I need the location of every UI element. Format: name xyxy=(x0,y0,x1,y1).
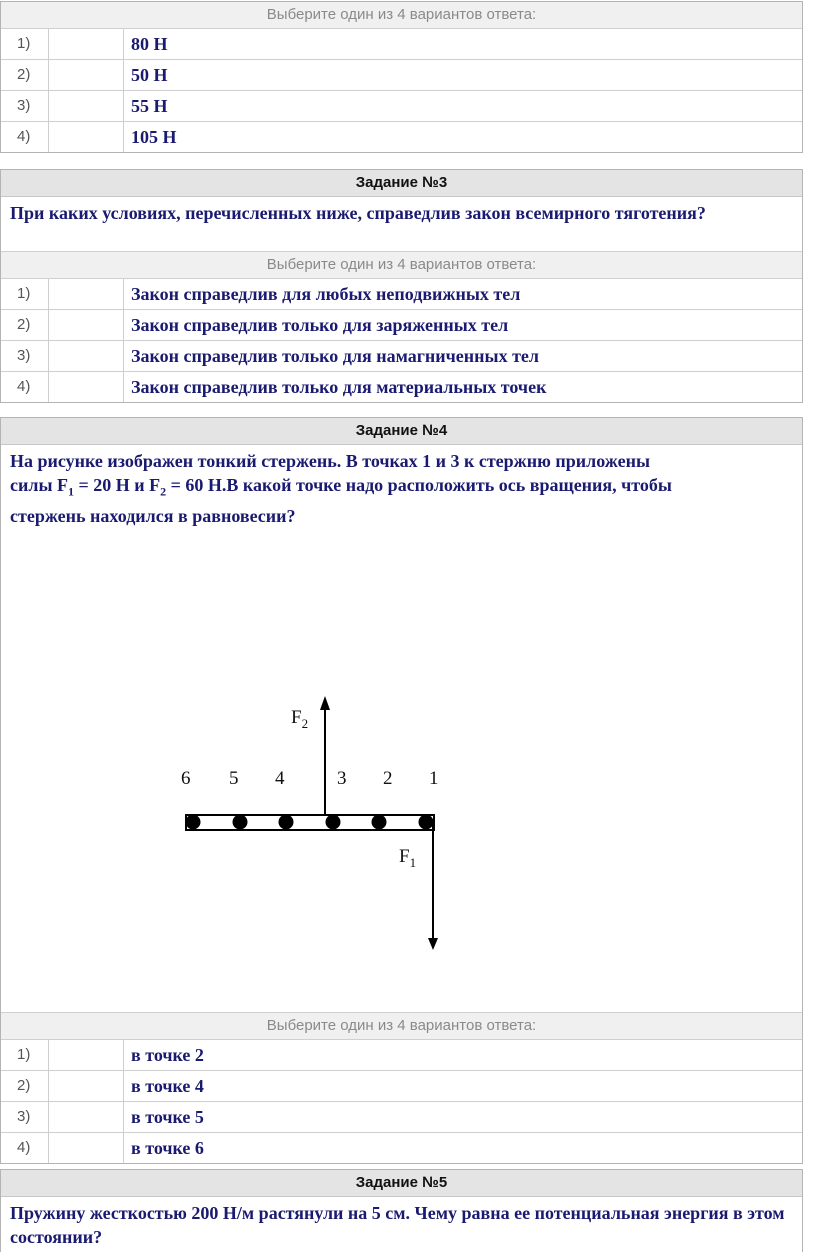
task4-block xyxy=(0,417,803,1164)
question-fragment: силы F xyxy=(10,475,69,495)
choose-prompt: Выберите один из 4 вариантов ответа: xyxy=(1,251,802,279)
option-text: Закон справедлив только для заряженных тел xyxy=(131,315,509,335)
force-f2-arrowhead xyxy=(320,696,330,710)
answer-selector[interactable] xyxy=(49,1040,124,1070)
option-number: 1) xyxy=(1,29,49,59)
subscript: 1 xyxy=(68,484,75,499)
option-text: в точке 4 xyxy=(131,1075,204,1096)
option-number: 3) xyxy=(1,91,49,121)
option-number: 2) xyxy=(1,1071,49,1101)
answer-option[interactable] xyxy=(1,59,802,90)
answer-selector[interactable] xyxy=(49,372,124,402)
rod-point-1 xyxy=(419,814,434,829)
rod-point-6 xyxy=(186,814,201,829)
answer-option[interactable] xyxy=(1,340,802,371)
answer-option[interactable] xyxy=(1,371,802,402)
answer-selector[interactable] xyxy=(49,310,124,340)
option-number: 3) xyxy=(1,1102,49,1132)
answer-selector[interactable] xyxy=(49,60,124,90)
answer-option[interactable] xyxy=(1,1132,802,1163)
point-label: 3 xyxy=(337,767,347,789)
point-label: 1 xyxy=(429,767,439,789)
option-text: в точке 2 xyxy=(131,1044,204,1065)
option-text: в точке 5 xyxy=(131,1106,204,1127)
answer-selector[interactable] xyxy=(49,91,124,121)
answer-option[interactable] xyxy=(1,1101,802,1132)
option-text: 55 Н xyxy=(131,96,168,116)
answer-selector[interactable] xyxy=(49,29,124,59)
option-number: 1) xyxy=(1,1040,49,1070)
subscript: 2 xyxy=(160,484,167,499)
answer-selector[interactable] xyxy=(49,1133,124,1163)
f2-label xyxy=(291,707,308,732)
answer-selector[interactable] xyxy=(49,122,124,152)
option-number: 2) xyxy=(1,60,49,90)
force-label: F xyxy=(399,845,410,867)
subscript: 2 xyxy=(301,715,309,731)
option-text: 105 Н xyxy=(131,127,177,147)
option-number: 1) xyxy=(1,279,49,309)
task-header: Задание №4 xyxy=(1,418,802,445)
question-line: стержень находился в равновесии? xyxy=(10,505,296,526)
point-label: 6 xyxy=(181,767,191,789)
option-text: 80 Н xyxy=(131,34,168,54)
option-number: 4) xyxy=(1,1133,49,1163)
question-fragment: = 20 Н и F xyxy=(74,475,161,495)
answer-option[interactable] xyxy=(1,121,802,152)
task-header: Задание №3 xyxy=(1,170,802,197)
answer-selector[interactable] xyxy=(49,1071,124,1101)
task-header: Задание №5 xyxy=(1,1170,802,1197)
point-label: 2 xyxy=(383,767,393,789)
option-text: Закон справедлив для любых неподвижных тел xyxy=(131,284,521,304)
answer-selector[interactable] xyxy=(49,1102,124,1132)
option-number: 4) xyxy=(1,122,49,152)
choose-prompt: Выберите один из 4 вариантов ответа: xyxy=(1,2,802,29)
rod-point-3 xyxy=(326,814,341,829)
answer-option[interactable] xyxy=(1,279,802,309)
option-text: 50 Н xyxy=(131,65,168,85)
answer-selector[interactable] xyxy=(49,279,124,309)
option-text: в точке 6 xyxy=(131,1137,204,1158)
rod-diagram xyxy=(1,528,802,1012)
rod-figure xyxy=(1,528,802,1012)
task2-block xyxy=(0,1,803,153)
question-line xyxy=(10,473,793,504)
answer-option[interactable] xyxy=(1,1040,802,1070)
force-f1-arrowhead xyxy=(428,938,438,950)
task5-block xyxy=(0,1169,803,1252)
question-text: Пружину жесткостью 200 Н/м растянули на 5 см. Чему равна ее потенциальная энергия в этом состоянии? xyxy=(10,1203,785,1247)
f1-label xyxy=(399,846,416,871)
option-number: 3) xyxy=(1,341,49,371)
answer-option[interactable] xyxy=(1,1070,802,1101)
option-text: Закон справедлив только для материальных точек xyxy=(131,377,547,397)
option-text: Закон справедлив только для намагниченных тел xyxy=(131,346,539,366)
question-text xyxy=(1,445,802,528)
point-label: 5 xyxy=(229,767,239,789)
option-number: 4) xyxy=(1,372,49,402)
question-text: При каких условиях, перечисленных ниже, справедлив закон всемирного тяготения? xyxy=(10,203,706,223)
point-label: 4 xyxy=(275,767,285,789)
answer-option[interactable] xyxy=(1,29,802,59)
force-label: F xyxy=(291,706,302,728)
rod xyxy=(186,815,434,830)
question-line: На рисунке изображен тонкий стержень. В точках 1 и 3 к стержню приложены xyxy=(10,451,650,471)
answer-option[interactable] xyxy=(1,309,802,340)
rod-point-5 xyxy=(233,814,248,829)
subscript: 1 xyxy=(409,854,417,870)
task3-block xyxy=(0,169,803,403)
rod-point-2 xyxy=(372,814,387,829)
answer-option[interactable] xyxy=(1,90,802,121)
question-fragment: = 60 Н.В какой точке надо расположить ось вращения, чтобы xyxy=(166,475,672,495)
answer-selector[interactable] xyxy=(49,341,124,371)
choose-prompt: Выберите один из 4 вариантов ответа: xyxy=(1,1012,802,1040)
rod-point-4 xyxy=(279,814,294,829)
option-number: 2) xyxy=(1,310,49,340)
